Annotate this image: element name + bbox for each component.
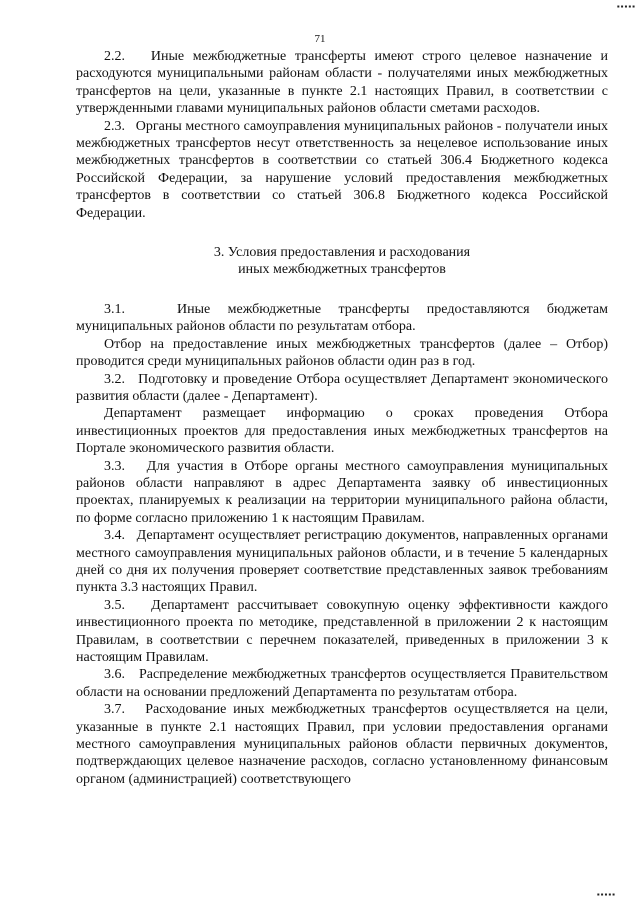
paragraph-3-2-portal: Департамент размещает информацию о сроках проведения Отбора инвестиционных проектов для предоставления иных межбюджетных трансфертов на Портале экономического развития области.: [76, 406, 608, 457]
paragraph-2-3: 2.3. Органы местного самоуправления муниципальных районов - получатели иных межбюджетных трансфертов несут ответственность за нецелевое использование иных межбюджетных трансфертов в соответствии со статьей 306.4 Бюджетного кодекса Российской Федерации, за нарушение условий предоставления межбюджетных трансфертов в соответствии со статьей 306.8 Бюджетного кодекса Российской Федерации.: [76, 118, 608, 221]
paragraph-3-1: 3.1. Иные межбюджетные трансферты предоставляются бюджетам муниципальных районов области по результатам отбора.: [76, 301, 608, 335]
scan-corner-mark: ▪▪▪▪▪: [616, 2, 636, 11]
section-3-heading-line-1: 3. Условия предоставления и расходования: [213, 245, 471, 261]
paragraph-3-1-selection: Отбор на предоставление иных межбюджетных трансфертов (далее – Отбор) проводится среди муниципальных районов области один раз в год.: [76, 336, 608, 370]
paragraph-3-4: 3.4. Департамент осуществляет регистрацию документов, направленных органами местного самоуправления муниципальных районов области, и в течение 5 календарных дней со дня их получения проверяет соответствие представленных заявок требованиям пункта 3.3 настоящих Правил.: [76, 528, 608, 596]
paragraph-2-2: 2.2. Иные межбюджетные трансферты имеют строго целевое назначение и расходуются муниципальными районам области - получателями иных межбюджетных трансфертов на цели, указанные в пункте 2.1 настоящих Правил, в соответствии с утвержденными главами муниципальных районов области сметами расходов.: [76, 49, 608, 117]
paragraph-3-6: 3.6. Распределение межбюджетных трансфертов осуществляется Правительством области на основании предложений Департамента по результатам отбора.: [76, 667, 608, 700]
document-body: [76, 48, 608, 788]
page-number: 71: [314, 33, 326, 45]
section-3-heading-line-2: иных межбюджетных трансфертов: [238, 262, 446, 278]
paragraph-3-5: 3.5. Департамент рассчитывает совокупную оценку эффективности каждого инвестиционного проекта по методике, представленной в приложении 2 к настоящим Правилам, в соответствии с перечнем показателей, приведенных в приложении 3 к настоящим Правилам.: [76, 597, 608, 665]
section-3-heading: [76, 244, 608, 279]
scan-footer-mark: ▪▪▪▪▪: [596, 890, 616, 899]
paragraph-3-3: 3.3. Для участия в Отборе органы местного самоуправления муниципальных районов области направляют в адрес Департамента заявку об инвестиционных проектах, планируемых к реализации на территории муниципального района области, по форме согласно приложению 1 к настоящим Правилам.: [76, 458, 608, 526]
paragraph-3-2: 3.2. Подготовку и проведение Отбора осуществляет Департамент экономического развития области (далее - Департамент).: [76, 371, 608, 404]
paragraph-3-7: 3.7. Расходование иных межбюджетных трансфертов осуществляется на цели, указанные в пункте 2.1 настоящих Правил, при условии предоставления органами местного самоуправления муниципальных районов области первичных документов, подтверждающих целевое назначение расходов, согласно установленному финансовым органом (администрацией) соответствующего: [76, 702, 608, 787]
